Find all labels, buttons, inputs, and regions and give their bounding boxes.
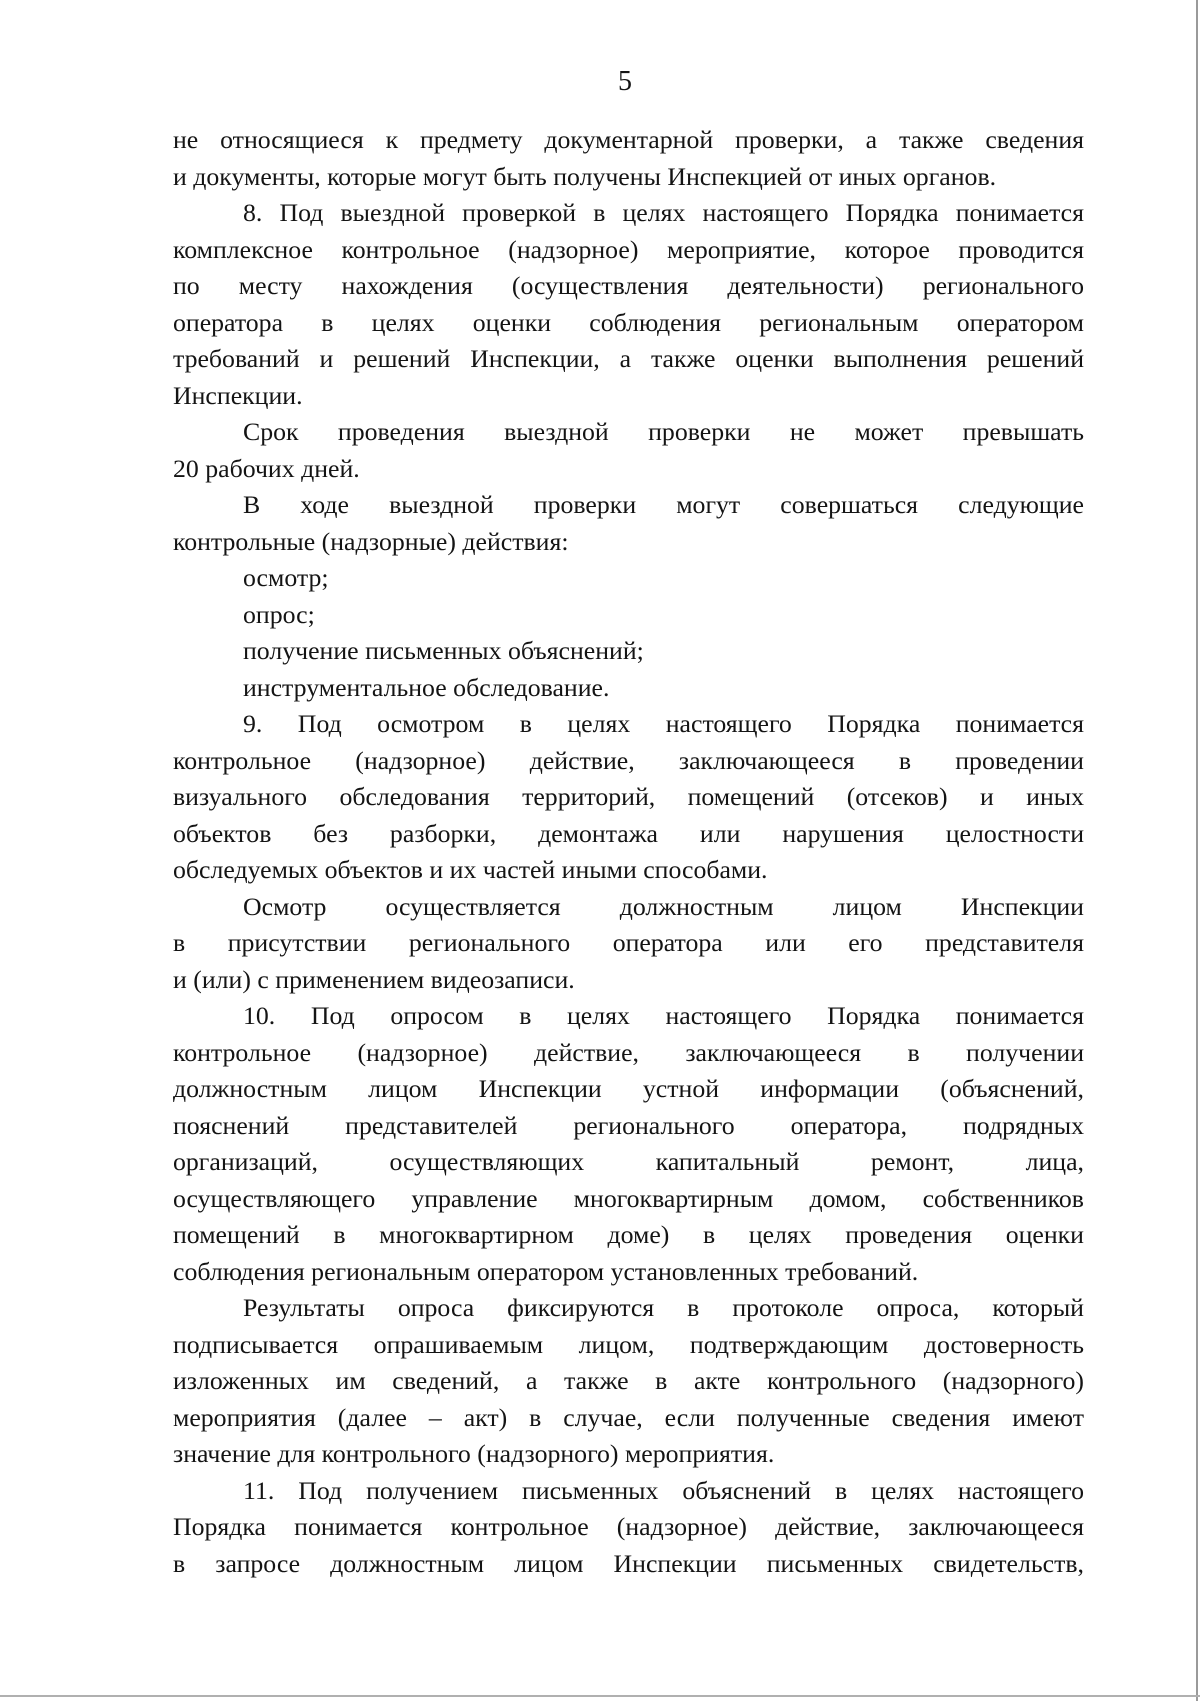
text-line: в присутствии регионального оператора или его представителя — [173, 928, 1084, 957]
text-line: 9. Под осмотром в целях настоящего Порядка понимается — [243, 709, 1084, 738]
text-line: опрос; — [243, 599, 315, 629]
text-line: оператора в целях оценки соблюдения региональным оператором — [173, 307, 1084, 337]
text-line: 20 рабочих дней. — [173, 453, 360, 483]
text-line: Осмотр осуществляется должностным лицом Инспекции — [243, 891, 1084, 921]
text-line: пояснений представителей регионального оператора, подрядных — [173, 1110, 1084, 1140]
text-line: комплексное контрольное (надзорное) мероприятие, которое проводится — [173, 234, 1084, 264]
text-line: осуществляющего управление многоквартирным домом, собственников — [173, 1183, 1084, 1213]
text-line: контрольное (надзорное) действие, заключающееся в получении — [173, 1037, 1084, 1067]
text-line: контрольное (надзорное) действие, заключающееся в проведении — [173, 745, 1084, 775]
text-line: объектов без разборки, демонтажа или нарушения целостности — [173, 818, 1084, 848]
text-line: должностным лицом Инспекции устной информации (объяснений, — [173, 1074, 1084, 1103]
text-line: визуального обследования территорий, помещений (отсеков) и иных — [173, 782, 1084, 811]
page-right-edge — [1196, 0, 1198, 1701]
text-line: В ходе выездной проверки могут совершаться следующие — [243, 490, 1084, 519]
text-line: подписывается опрашиваемым лицом, подтверждающим достоверность — [173, 1329, 1084, 1359]
text-line: мероприятия (далее – акт) в случае, если полученные сведения имеют — [173, 1402, 1084, 1432]
text-line: изложенных им сведений, а также в акте контрольного (надзорного) — [173, 1366, 1084, 1395]
text-line: контрольные (надзорные) действия: — [173, 526, 569, 556]
text-line: Инспекции. — [173, 380, 303, 410]
text-line: организаций, осуществляющих капитальный ремонт, лица, — [173, 1147, 1084, 1176]
text-line: получение письменных объяснений; — [243, 636, 644, 665]
text-line: требований и решений Инспекции, а также оценки выполнения решений — [173, 344, 1084, 373]
text-line: не относящиеся к предмету документарной проверки, а также сведения — [173, 125, 1084, 154]
text-line: значение для контрольного (надзорного) мероприятия. — [173, 1439, 775, 1468]
text-line: осмотр; — [243, 563, 329, 592]
text-line: помещений в многоквартирном доме) в целях проведения оценки — [173, 1220, 1084, 1249]
body-text — [173, 122, 1084, 1582]
text-line: 10. Под опросом в целях настоящего Порядка понимается — [243, 1001, 1084, 1030]
text-line: и (или) с применением видеозаписи. — [173, 964, 575, 994]
text-line: Результаты опроса фиксируются в протоколе опроса, который — [243, 1293, 1084, 1322]
text-line: в запросе должностным лицом Инспекции письменных свидетельств, — [173, 1548, 1084, 1578]
text-line: Порядка понимается контрольное (надзорное) действие, заключающееся — [173, 1512, 1084, 1541]
text-line: инструментальное обследование. — [243, 672, 610, 702]
text-line: 8. Под выездной проверкой в целях настоящего Порядка понимается — [243, 198, 1084, 227]
page-bottom-edge — [0, 1695, 1200, 1697]
page-number: 5 — [618, 66, 632, 97]
text-line: соблюдения региональным оператором установленных требований. — [173, 1256, 919, 1286]
text-line: Срок проведения выездной проверки не может превышать — [243, 417, 1084, 446]
text-line: по месту нахождения (осуществления деятельности) регионального — [173, 271, 1084, 300]
text-line: и документы, которые могут быть получены Инспекцией от иных органов. — [173, 161, 997, 191]
text-line: 11. Под получением письменных объяснений в целях настоящего — [243, 1475, 1084, 1505]
text-line: обследуемых объектов и их частей иными способами. — [173, 855, 768, 884]
